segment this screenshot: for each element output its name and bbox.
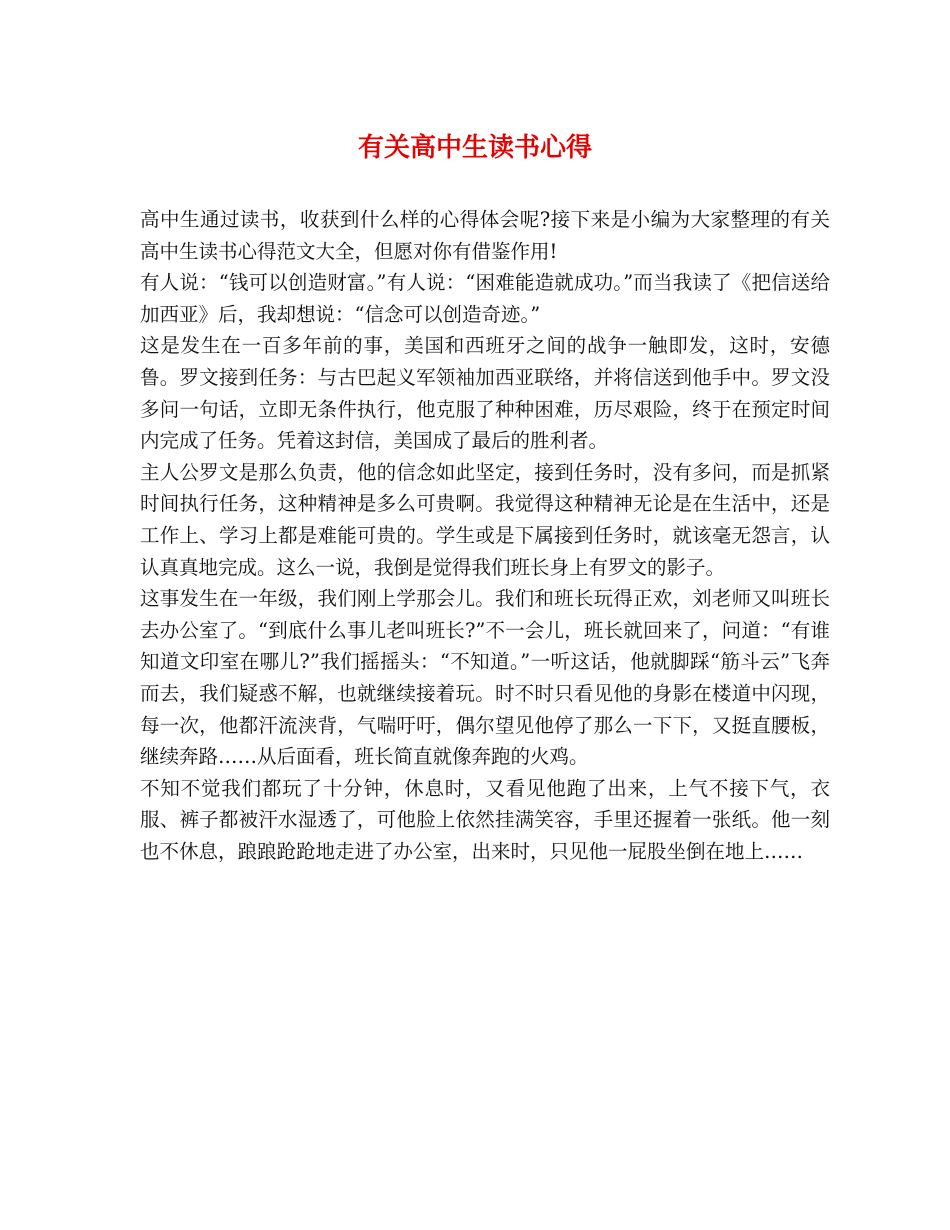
document-body — [140, 204, 830, 867]
paragraph-monitor-story: 这事发生在一年级，我们刚上学那会儿。我们和班长玩得正欢，刘老师又叫班长去办公室了。“到底什么事儿老叫班长?”不一会儿，班长就回来了，问道：“有谁知道文印室在哪儿?”我们摇摇头：“不知道。”一听这话，他就脚踩“筋斗云”飞奔而去，我们疑惑不解，也就继续接着玩。时不时只看见他的身影在楼道中闪现，每一次，他都汗流浃背，气喘吁吁，偶尔望见他停了那么一下下，又挺直腰板，继续奔路……从后面看，班长简直就像奔跑的火鸡。 — [140, 587, 830, 769]
paragraph-intro: 高中生通过读书，收获到什么样的心得体会呢?接下来是小编为大家整理的有关高中生读书心得范文大全，但愿对你有借鉴作用! — [140, 208, 830, 263]
paragraph-quote: 有人说：“钱可以创造财富。”有人说：“困难能造就成功。”而当我读了《把信送给加西亚》后，我却想说：“信念可以创造奇迹。” — [140, 271, 830, 326]
paragraph-ending: 不知不觉我们都玩了十分钟，休息时，又看见他跑了出来，上气不接下气，衣服、裤子都被汗水湿透了，可他脸上依然挂满笑容，手里还握着一张纸。他一刻也不休息，踉踉跄跄地走进了办公室，出来时，只见他一屁股坐倒在地上…… — [140, 776, 830, 863]
document-title: 有关高中生读书心得 — [357, 133, 592, 163]
paragraph-reflection: 主人公罗文是那么负责，他的信念如此坚定，接到任务时，没有多问，而是抓紧时间执行任务，这种精神是多么可贵啊。我觉得这种精神无论是在生活中，还是工作上、学习上都是难能可贵的。学生或是下属接到任务时，就该毫无怨言，认认真真地完成。这么一说，我倒是觉得我们班长身上有罗文的影子。 — [140, 460, 830, 579]
paragraph-story: 这是发生在一百多年前的事，美国和西班牙之间的战争一触即发，这时，安德鲁。罗文接到任务：与古巴起义军领袖加西亚联络，并将信送到他手中。罗文没多问一句话，立即无条件执行，他克服了种种困难，历尽艰险，终于在预定时间内完成了任务。凭着这封信，美国成了最后的胜利者。 — [140, 334, 830, 453]
